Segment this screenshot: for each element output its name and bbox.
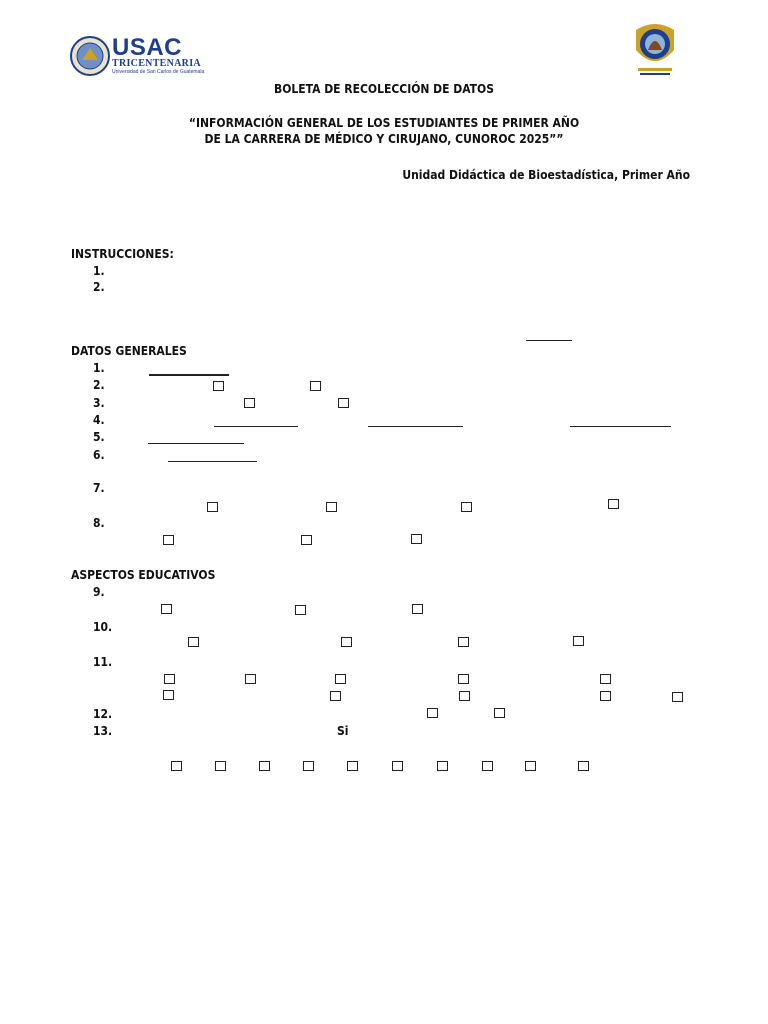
- q11-checkbox-b2[interactable]: [330, 691, 341, 701]
- q7-checkbox-d[interactable]: [608, 499, 619, 509]
- q13-checkbox-3[interactable]: [259, 761, 270, 771]
- q11-checkbox-a1[interactable]: [164, 674, 175, 684]
- q6-field-line[interactable]: [168, 461, 257, 462]
- dg-item-3: 3.: [93, 396, 105, 410]
- aspectos-educativos-heading: ASPECTOS EDUCATIVOS: [71, 568, 216, 582]
- q8-checkbox-b[interactable]: [301, 535, 312, 545]
- q11-checkbox-b4[interactable]: [600, 691, 611, 701]
- dg-item-4: 4.: [93, 413, 105, 427]
- q11-checkbox-b5[interactable]: [672, 692, 683, 702]
- q13-checkbox-1[interactable]: [171, 761, 182, 771]
- q2-checkbox-b[interactable]: [310, 381, 321, 391]
- q4-field-line-b[interactable]: [368, 426, 463, 427]
- q10-checkbox-c[interactable]: [458, 637, 469, 647]
- q11-checkbox-a4[interactable]: [458, 674, 469, 684]
- q11-checkbox-a3[interactable]: [335, 674, 346, 684]
- instruction-item-2: 2.: [93, 280, 105, 294]
- dg-item-6: 6.: [93, 448, 105, 462]
- q5-field-line[interactable]: [148, 443, 244, 444]
- q13-checkbox-7[interactable]: [437, 761, 448, 771]
- ae-item-13: 13.: [93, 724, 113, 738]
- usac-logo-sub: TRICENTENARIA: [112, 58, 201, 69]
- instructions-heading: INSTRUCCIONES:: [71, 247, 174, 261]
- q7-checkbox-b[interactable]: [326, 502, 337, 512]
- dg-item-7: 7.: [93, 481, 105, 495]
- q9-checkbox-a[interactable]: [161, 604, 172, 614]
- q9-checkbox-b[interactable]: [295, 605, 306, 615]
- q13-checkbox-5[interactable]: [347, 761, 358, 771]
- q13-checkbox-2[interactable]: [215, 761, 226, 771]
- instruction-item-1: 1.: [93, 264, 105, 278]
- ae-item-9: 9.: [93, 585, 105, 599]
- q11-checkbox-b1[interactable]: [163, 690, 174, 700]
- usac-logo-text: USAC: [112, 34, 183, 61]
- usac-seal-icon: [70, 36, 110, 76]
- q8-checkbox-a[interactable]: [163, 535, 174, 545]
- q9-checkbox-c[interactable]: [412, 604, 423, 614]
- q13-checkbox-4[interactable]: [303, 761, 314, 771]
- q13-checkbox-6[interactable]: [392, 761, 403, 771]
- q11-checkbox-a5[interactable]: [600, 674, 611, 684]
- form-subtitle-line1: “INFORMACIÓN GENERAL DE LOS ESTUDIANTES DE PRIMER AÑO: [188, 116, 580, 130]
- ae-item-11: 11.: [93, 655, 113, 669]
- q1-field-line[interactable]: [149, 374, 229, 376]
- ae-item-12: 12.: [93, 707, 113, 721]
- dg-item-2: 2.: [93, 378, 105, 392]
- q4-field-line-a[interactable]: [214, 426, 298, 427]
- q10-checkbox-a[interactable]: [188, 637, 199, 647]
- q11-checkbox-b3[interactable]: [459, 691, 470, 701]
- q4-field-line-c[interactable]: [570, 426, 671, 427]
- dg-item-1: 1.: [93, 361, 105, 375]
- q13-si-label: Si: [337, 724, 349, 738]
- q13-checkbox-9[interactable]: [525, 761, 536, 771]
- dg-item-8: 8.: [93, 516, 105, 530]
- form-title: BOLETA DE RECOLECCIÓN DE DATOS: [274, 82, 494, 96]
- q7-checkbox-c[interactable]: [461, 502, 472, 512]
- q12-checkbox-b[interactable]: [494, 708, 505, 718]
- usac-logo-small: Universidad de San Carlos de Guatemala: [112, 69, 205, 75]
- q13-checkbox-10[interactable]: [578, 761, 589, 771]
- q3-checkbox-a[interactable]: [244, 398, 255, 408]
- q10-checkbox-b[interactable]: [341, 637, 352, 647]
- datos-generales-heading: DATOS GENERALES: [71, 344, 187, 358]
- q8-checkbox-c[interactable]: [411, 534, 422, 544]
- dg-item-5: 5.: [93, 430, 105, 444]
- date-field-line[interactable]: [526, 340, 572, 341]
- form-subtitle-line2: DE LA CARRERA DE MÉDICO Y CIRUJANO, CUNOROC 2025””: [204, 132, 564, 146]
- q7-checkbox-a[interactable]: [207, 502, 218, 512]
- cunoroc-seal-icon: [630, 20, 680, 78]
- q11-checkbox-a2[interactable]: [245, 674, 256, 684]
- q2-checkbox-a[interactable]: [213, 381, 224, 391]
- q10-checkbox-d[interactable]: [573, 636, 584, 646]
- unit-label: Unidad Didáctica de Bioestadística, Primer Año: [402, 168, 690, 182]
- q12-checkbox-a[interactable]: [427, 708, 438, 718]
- usac-logo: [70, 34, 205, 78]
- q3-checkbox-b[interactable]: [338, 398, 349, 408]
- q13-checkbox-8[interactable]: [482, 761, 493, 771]
- ae-item-10: 10.: [93, 620, 113, 634]
